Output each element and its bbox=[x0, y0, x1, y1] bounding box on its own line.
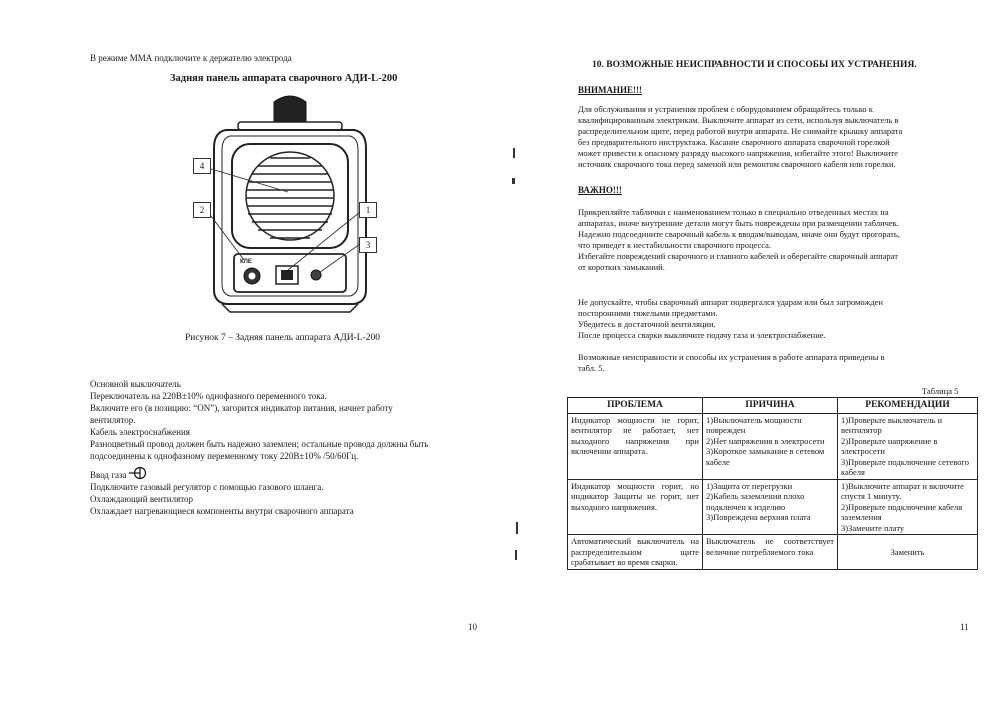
figure-caption: Рисунок 7 – Задняя панель аппарата АДИ-L-200 bbox=[185, 333, 380, 343]
attention-line: Для обслуживания и устранения проблем с оборудованием обращайтесь только к bbox=[578, 104, 873, 114]
table-row bbox=[568, 535, 978, 570]
item-ground-wire: Разноцветный провод должен быть надежно заземлен; остальные провода должны быть bbox=[90, 439, 429, 449]
handle bbox=[238, 122, 342, 130]
table-header-row bbox=[568, 398, 978, 414]
extra-line: Убедитесь в достаточной вентиляции. bbox=[578, 319, 716, 329]
callout-3: 3 bbox=[359, 237, 377, 253]
cell-cause: Выключатель не соответствует величине потребляемого тока bbox=[703, 535, 838, 570]
important-line: аппаратах, иначе внутренние детали могут быть повреждены при размещении табличек. bbox=[578, 218, 899, 228]
attention-line: без предварительного инструктажа. Касание сварочного аппарата сварочной горелкой bbox=[578, 137, 890, 147]
attention-line: источник сварочного тока перед заменой или ремонтом сварочного кабеля или горелки. bbox=[578, 159, 896, 169]
callout-4: 4 bbox=[193, 158, 211, 174]
important-line: от коротких замыканий. bbox=[578, 262, 665, 272]
item-gas-inlet-label: Ввод газа bbox=[90, 470, 127, 480]
troubleshooting-table bbox=[567, 397, 978, 570]
attention-line: может привести к опасному разряду высокого напряжения, избегайте этого! Выключите bbox=[578, 148, 898, 158]
important-line: Надежно подсоедините сварочный кабель к вводам/выводам, иначе они будут прогорать, bbox=[578, 229, 900, 239]
cause-line: 1)Выключатель мощности поврежден bbox=[706, 414, 802, 435]
left-heading: Задняя панель аппарата сварочного АДИ-L-200 bbox=[170, 73, 398, 84]
cell-problem: Индикатор мощности горит, но индикатор Защиты не горит, нет выходного напряжения. bbox=[568, 479, 703, 535]
section-title: 10. ВОЗМОЖНЫЕ НЕИСПРАВНОСТИ И СПОСОБЫ ИХ УСТРАНЕНИЯ. bbox=[592, 60, 917, 70]
fix-line: 3)Замените плату bbox=[841, 522, 905, 533]
fix-line: 3)Проверьте подключение сетевого кабеля bbox=[841, 456, 970, 477]
item-switch-voltage: Переключатель на 220В±10% однофазного переменного тока. bbox=[90, 391, 327, 401]
scan-mark bbox=[513, 148, 515, 158]
fix-line: 2)Проверьте напряжение в электросети bbox=[841, 435, 938, 456]
item-switch-on: Включите его (в позицию: “ON”), загорится индикатор питания, начнет работу bbox=[90, 403, 393, 413]
scan-mark bbox=[516, 522, 518, 534]
power-switch-rocker bbox=[281, 270, 293, 280]
fix-line: 2)Проверьте подключение кабеля заземления bbox=[841, 501, 963, 522]
header-cause: ПРИЧИНА bbox=[703, 398, 838, 414]
important-title: ВАЖНО!!! bbox=[578, 185, 622, 195]
attention-text bbox=[578, 104, 968, 170]
header-problem: ПРОБЛЕМА bbox=[568, 398, 703, 414]
extra-text bbox=[578, 297, 968, 341]
item-power-cable: Кабель электроснабжения bbox=[90, 427, 190, 437]
important-line: что приведет к нестабильности сварочного процесса. bbox=[578, 240, 772, 250]
cause-line: 3)Повреждена верхняя плата bbox=[706, 512, 811, 522]
cause-line: 3)Короткое замыкание в сетевом кабеле bbox=[706, 446, 825, 467]
important-line: Прикрепляйте таблички с наименованием только в специально отведенных местах на bbox=[578, 207, 889, 217]
cell-fix bbox=[838, 479, 978, 535]
scan-mark bbox=[515, 550, 517, 560]
left-items-list bbox=[90, 378, 490, 517]
table-row bbox=[568, 413, 978, 479]
callout-1: 1 bbox=[359, 202, 377, 218]
callout-2: 2 bbox=[193, 202, 211, 218]
important-text bbox=[578, 207, 968, 273]
gas-inlet-symbol-icon bbox=[129, 466, 147, 480]
cell-cause bbox=[703, 479, 838, 535]
cell-problem: Индикатор мощности не горит, вентилятор не работает, нет выходного напряжения при включении аппарата. bbox=[568, 413, 703, 479]
item-main-switch: Основной выключатель bbox=[90, 379, 181, 389]
header-fix: РЕКОМЕНДАЦИИ bbox=[838, 398, 978, 414]
important-line: Избегайте повреждений сварочного и главного кабелей и оберегайте сварочный аппарат bbox=[578, 251, 898, 261]
item-fan: Охлаждающий вентилятор bbox=[90, 494, 194, 504]
cell-cause bbox=[703, 413, 838, 479]
item-gas-inlet bbox=[90, 466, 490, 481]
top-note: В режиме ММА подключите к держателю электрода bbox=[90, 53, 292, 63]
item-ground-wire-cont: подсоединены к однофазному переменному току 220В±10% /50/60Гц. bbox=[90, 451, 359, 461]
table-caption: Таблица 5 bbox=[922, 386, 959, 396]
attention-title: ВНИМАНИЕ!!! bbox=[578, 85, 642, 95]
cable-inlet-hole bbox=[249, 273, 256, 280]
table-intro-line: Возможные неисправности и способы их устранения в работе аппарата приведены в bbox=[578, 352, 885, 362]
extra-line: посторонними тяжелыми предметами. bbox=[578, 308, 718, 318]
table-row bbox=[568, 479, 978, 535]
fix-line: 1)Выключите аппарат и включите спустя 1 минуту. bbox=[841, 480, 964, 501]
page-number-left: 10 bbox=[468, 622, 477, 632]
cell-fix: Заменить bbox=[838, 535, 978, 570]
cause-line: 1)Защита от перегрузки bbox=[706, 480, 793, 491]
fix-line: 1)Проверьте выключатель и вентилятор bbox=[841, 414, 943, 435]
table-intro-line: табл. 5. bbox=[578, 363, 605, 373]
base bbox=[222, 304, 358, 312]
page-number-right: 11 bbox=[960, 622, 969, 632]
panel-label: КЛЕ bbox=[240, 259, 252, 265]
cell-problem: Автоматический выключатель на распределительном щите срабатывает во время сварки. bbox=[568, 535, 703, 570]
table-intro bbox=[578, 352, 968, 374]
cause-line: 2)Кабель заземления плохо подключен к изделию bbox=[706, 491, 805, 512]
item-switch-on-cont: вентилятор. bbox=[90, 415, 136, 425]
extra-line: Не допускайте, чтобы сварочный аппарат подвергался ударам или был загроможден bbox=[578, 297, 883, 307]
scan-mark bbox=[512, 178, 515, 184]
cell-fix bbox=[838, 413, 978, 479]
extra-line: После процесса сварки выключите подачу газа и электроснабжение. bbox=[578, 330, 826, 340]
attention-line: квалифицированным электрикам. Выключите аппарат из сети, используя выключатель в bbox=[578, 115, 899, 125]
item-gas-regulator: Подключите газовый регулятор с помощью газового шланга. bbox=[90, 482, 324, 492]
item-fan-desc: Охлаждает нагревающиеся компоненты внутри сварочного аппарата bbox=[90, 506, 354, 516]
attention-line: распределительном щите, перед работой внутри аппарата. Не снимайте крышку аппарата bbox=[578, 126, 903, 136]
cause-line: 2)Нет напряжения в электросети bbox=[706, 435, 825, 446]
